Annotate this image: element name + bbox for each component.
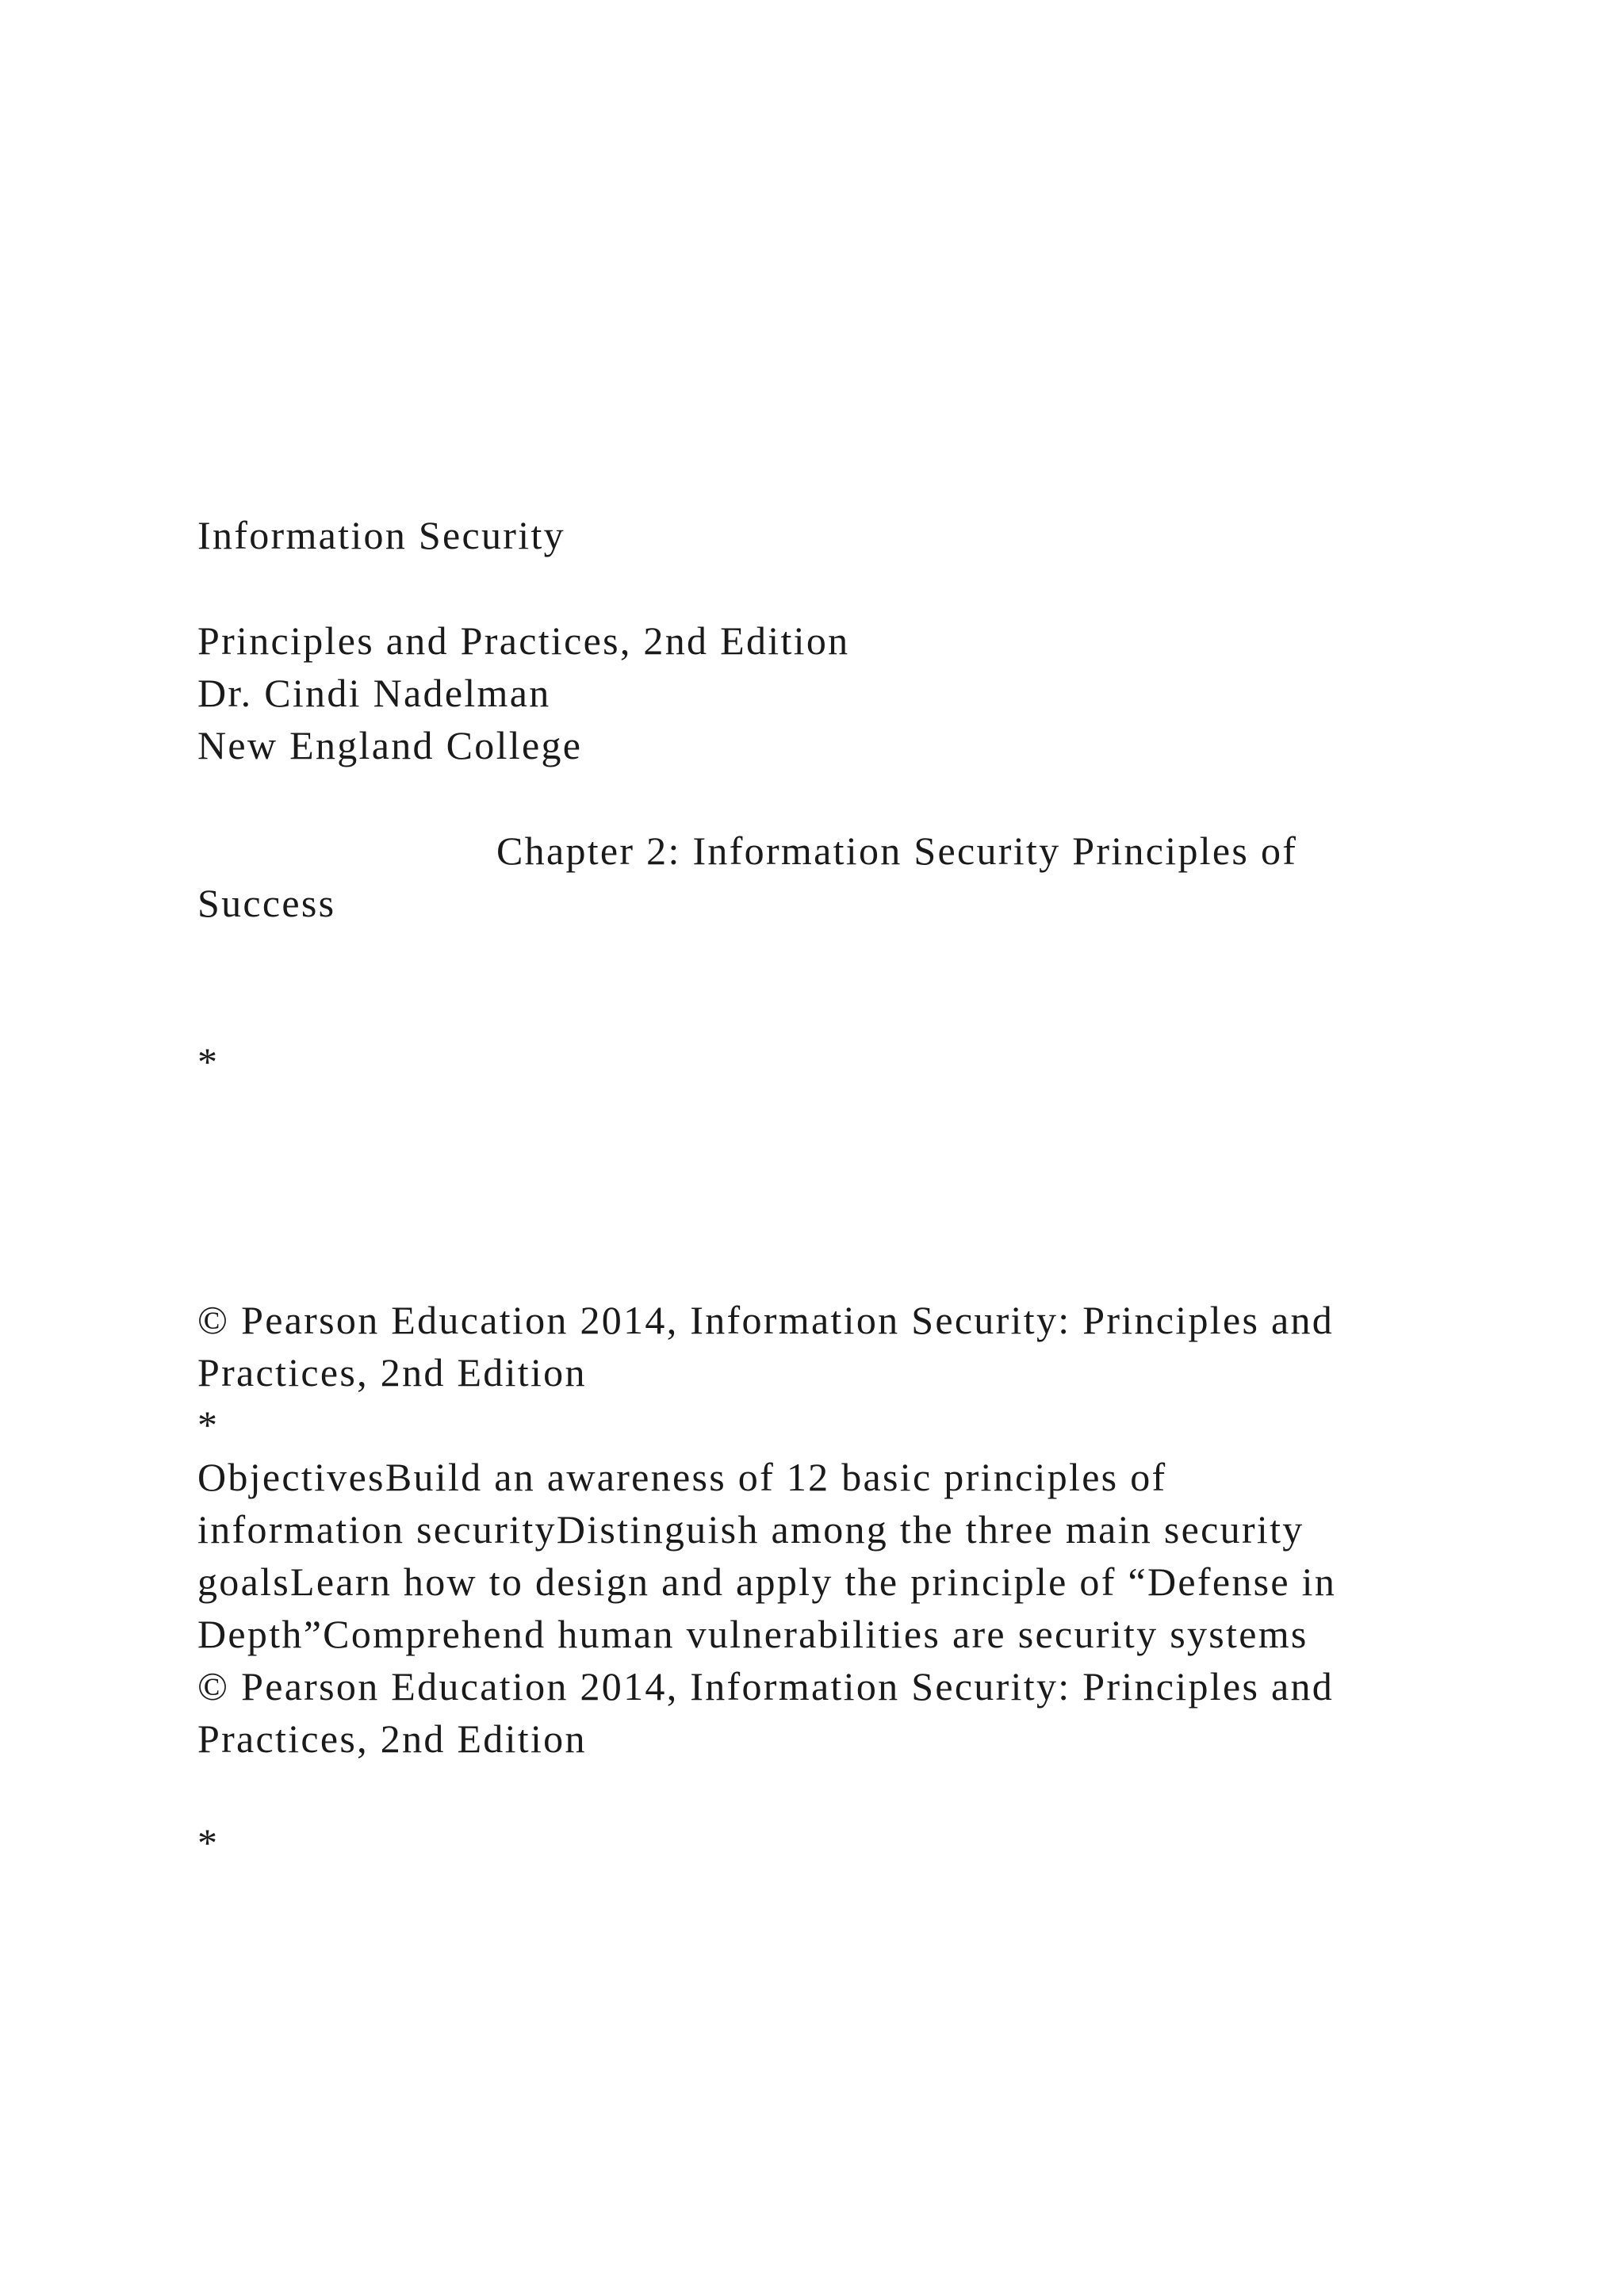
objectives-line: information securityDistinguish among the three main security bbox=[197, 1507, 1304, 1552]
chapter-heading-line-2: Success bbox=[197, 881, 336, 925]
copyright-line-2: Practices, 2nd Edition bbox=[197, 1716, 587, 1761]
document-subtitle: Principles and Practices, 2nd Edition bbox=[197, 618, 850, 663]
objectives-line: Depth”Comprehend human vulnerabilities are security systems bbox=[197, 1612, 1308, 1656]
slide-separator-asterisk: * bbox=[197, 1402, 220, 1447]
institution-name: New England College bbox=[197, 723, 583, 767]
slide-separator-asterisk: * bbox=[197, 1039, 220, 1084]
chapter-heading-line-1: Chapter 2: Information Security Principles of bbox=[496, 828, 1298, 873]
objectives-line: goalsLearn how to design and apply the principle of “Defense in bbox=[197, 1559, 1337, 1604]
copyright-line-1: © Pearson Education 2014, Information Security: Principles and bbox=[197, 1664, 1335, 1709]
author-name: Dr. Cindi Nadelman bbox=[197, 671, 551, 715]
copyright-line-2: Practices, 2nd Edition bbox=[197, 1350, 587, 1395]
copyright-line-1: © Pearson Education 2014, Information Security: Principles and bbox=[197, 1298, 1335, 1342]
objectives-line: ObjectivesBuild an awareness of 12 basic principles of bbox=[197, 1455, 1167, 1499]
slide-separator-asterisk: * bbox=[197, 1820, 220, 1865]
document-title: Information Security bbox=[197, 513, 565, 557]
